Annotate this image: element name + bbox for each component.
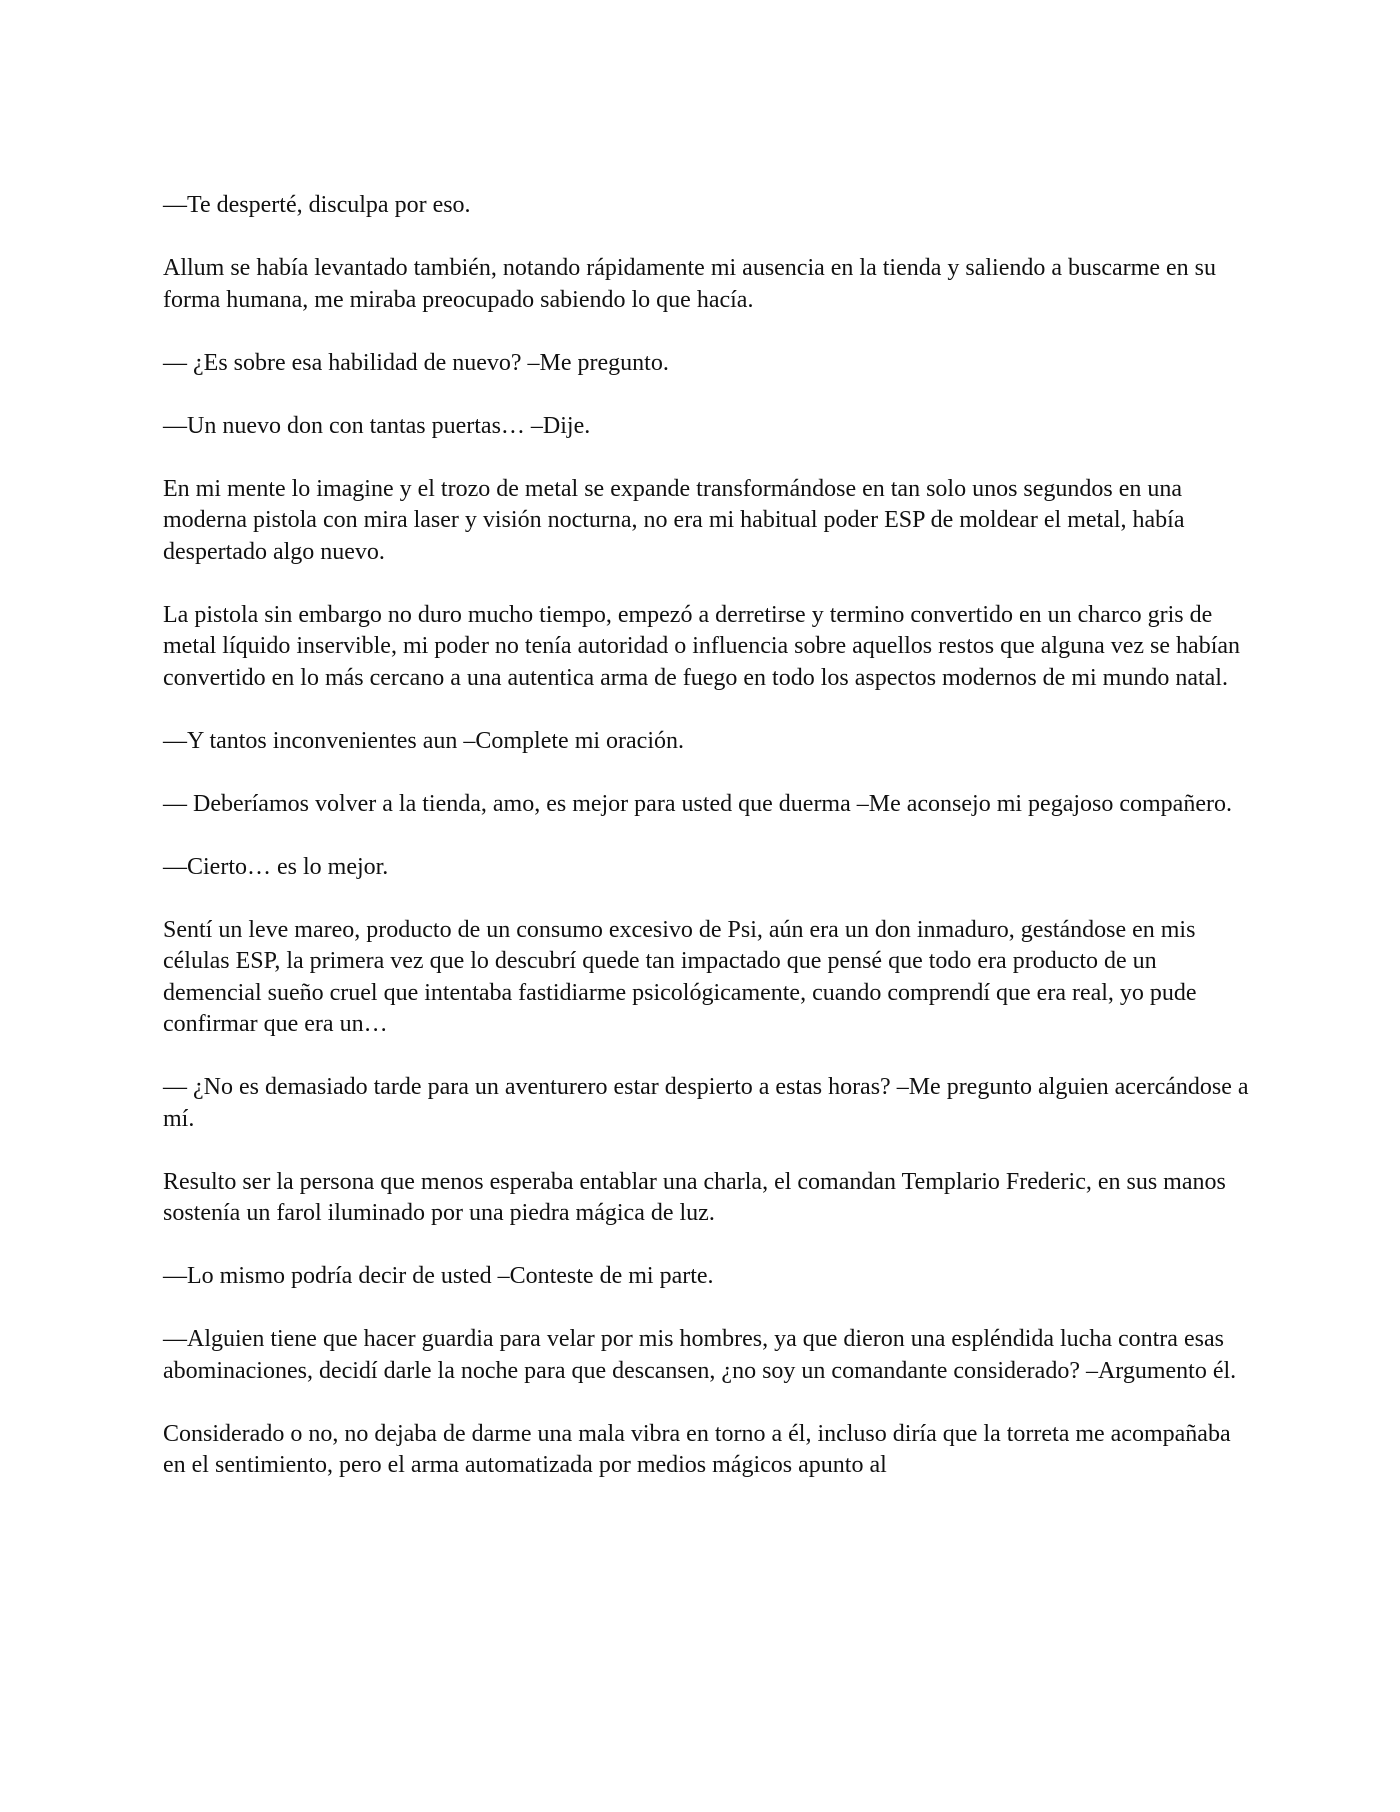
paragraph-7: —Y tantos inconvenientes aun –Complete mi oración. <box>163 727 684 754</box>
paragraph-9: —Cierto… es lo mejor. <box>163 853 389 880</box>
paragraph-12: Resulto ser la persona que menos esperaba entablar una charla, el comandan Templario Frederic, en sus manos sostenía un farol iluminado por una piedra mágica de luz. <box>163 1168 1226 1226</box>
paragraph-10: Sentí un leve mareo, producto de un consumo excesivo de Psi, aún era un don inmaduro, gestándose en mis células ESP, la primera vez que lo descubrí quede tan impactado que pensé que todo era producto de un demencial sueño cruel que intentaba fastidiarme psicológicamente, cuando comprendí que era real, yo pude confirmar que era un… <box>163 916 1197 1037</box>
paragraph-4: —Un nuevo don con tantas puertas… –Dije. <box>163 412 591 439</box>
paragraph-6: La pistola sin embargo no duro mucho tiempo, empezó a derretirse y termino convertido en un charco gris de metal líquido inservible, mi poder no tenía autoridad o influencia sobre aquellos restos que alguna vez se habían convertido en lo más cercano a una autentica arma de fuego en todo los aspectos modernos de mi mundo natal. <box>163 601 1241 691</box>
paragraph-14: —Alguien tiene que hacer guardia para velar por mis hombres, ya que dieron una espléndida lucha contra esas abominaciones, decidí darle la noche para que descansen, ¿no soy un comandante considerado? –Argumento él. <box>163 1326 1237 1384</box>
paragraph-1: —Te desperté, disculpa por eso. <box>163 192 471 218</box>
paragraph-2: Allum se había levantado también, notando rápidamente mi ausencia en la tienda y saliendo a buscarme en su forma humana, me miraba preocupado sabiendo lo que hacía. <box>163 255 1216 313</box>
paragraph-13: —Lo mismo podría decir de usted –Conteste de mi parte. <box>163 1263 714 1289</box>
paragraph-11: — ¿No es demasiado tarde para un aventurero estar despierto a estas horas? –Me pregunto alguien acercándose a mí. <box>163 1074 1249 1132</box>
document-page <box>163 190 1253 1513</box>
paragraph-8: — Deberíamos volver a la tienda, amo, es mejor para usted que duerma –Me aconsejo mi pegajoso compañero. <box>163 790 1232 817</box>
paragraph-3: — ¿Es sobre esa habilidad de nuevo? –Me pregunto. <box>163 349 669 376</box>
paragraph-5: En mi mente lo imagine y el trozo de metal se expande transformándose en tan solo unos segundos en una moderna pistola con mira laser y visión nocturna, no era mi habitual poder ESP de moldear el metal, había despertado algo nuevo. <box>163 475 1185 565</box>
paragraph-15: Considerado o no, no dejaba de darme una mala vibra en torno a él, incluso diría que la torreta me acompañaba en el sentimiento, pero el arma automatizada por medios mágicos apunto al <box>163 1420 1231 1478</box>
